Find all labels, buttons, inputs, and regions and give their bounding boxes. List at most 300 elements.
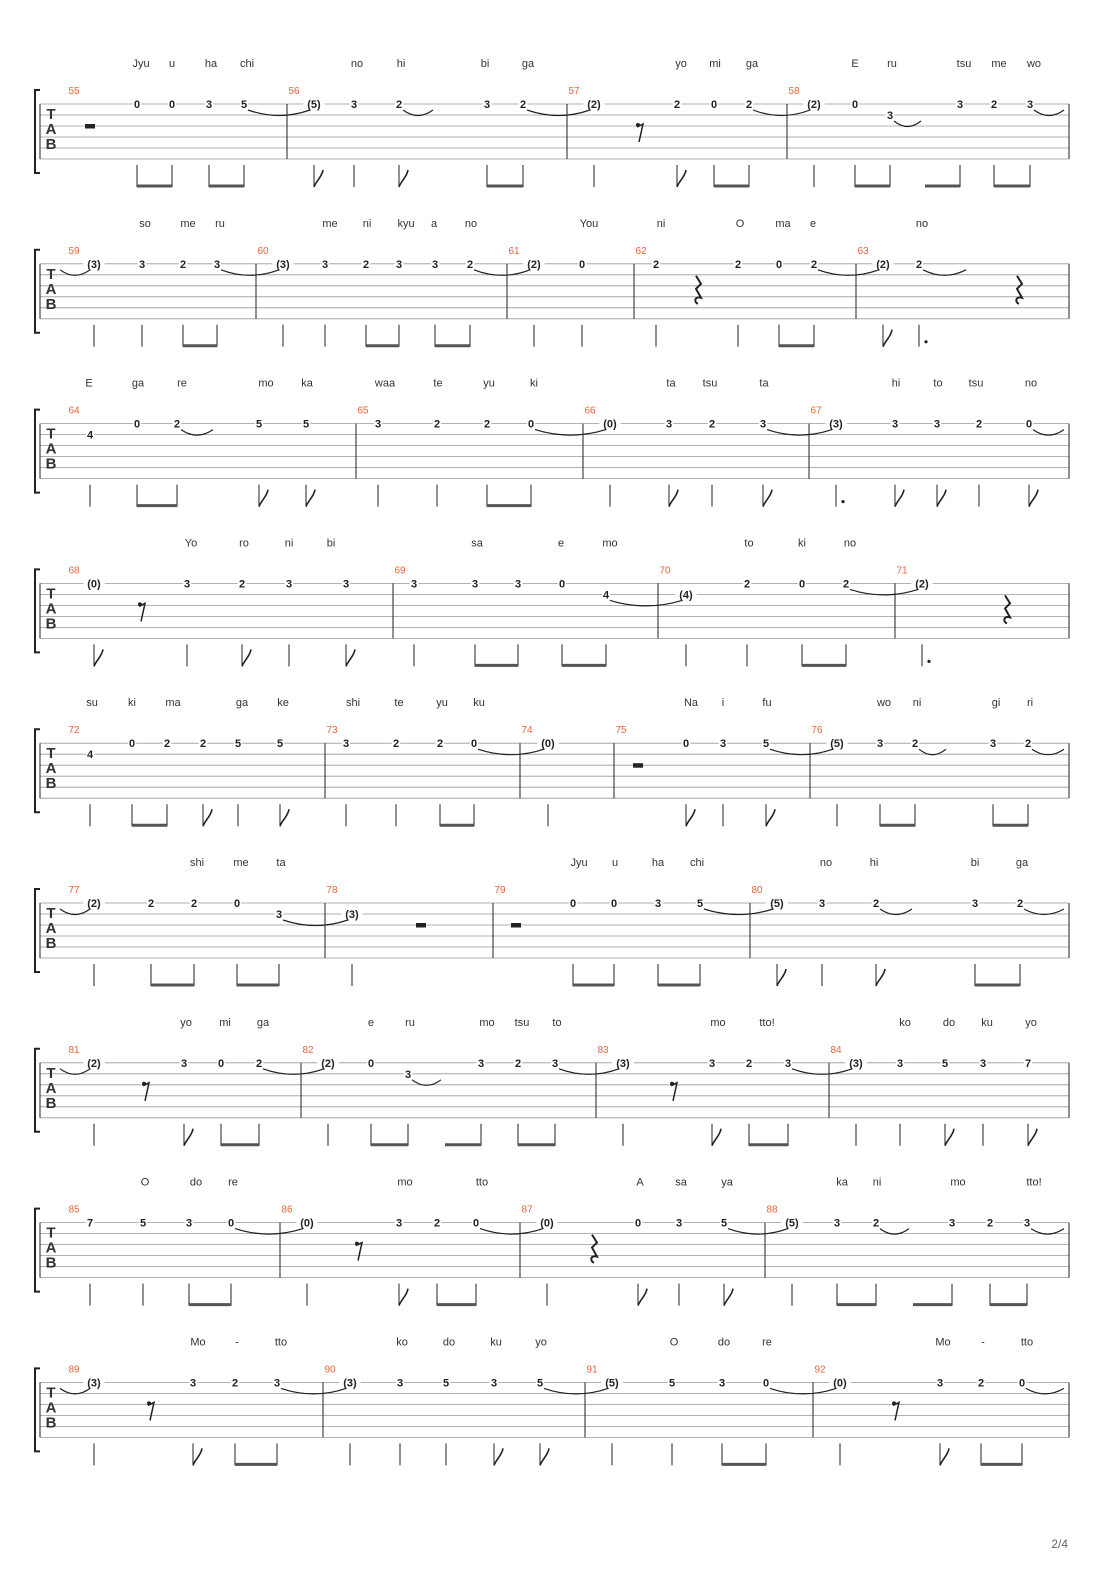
fret-number: 2 (734, 258, 742, 271)
lyric-syllable: bi (326, 537, 336, 550)
duration-dot (841, 500, 844, 503)
fret-number: 2 (147, 898, 155, 910)
lyric-syllable: tsu (514, 1016, 530, 1029)
tab-clef-letter: A (45, 920, 57, 937)
lyric-syllable: sa (471, 537, 483, 550)
lyric-syllable: su (86, 697, 98, 710)
fret-number: 3 (342, 578, 350, 591)
system-bracket (35, 1368, 40, 1451)
lyric-syllable: mo (710, 1016, 726, 1029)
fret-number: 2 (745, 99, 753, 111)
fret-number: (4) (679, 589, 693, 602)
system-bracket (35, 1209, 40, 1292)
lyric-syllable: no (350, 58, 364, 70)
staff-system (35, 218, 1069, 347)
measure-number: 57 (568, 86, 580, 97)
lyric-syllable: fu (762, 697, 772, 710)
fret-number: 3 (483, 99, 491, 111)
page-number: 2/4 (1051, 1537, 1068, 1551)
lyric-syllable: mo (397, 1176, 413, 1189)
lyric-syllable: waa (374, 377, 396, 390)
fret-number: 2 (173, 418, 181, 431)
lyric-syllable: ki (128, 697, 136, 710)
eighth-flag (540, 1448, 549, 1465)
lyric-syllable: ru (887, 58, 897, 70)
lyric-syllable: hi (869, 857, 879, 869)
lyric-syllable: re (177, 377, 187, 390)
lyric-syllable: - (981, 1336, 985, 1349)
fret-number: 0 (227, 1217, 235, 1230)
fret-number: 2 (673, 99, 681, 111)
measure-number: 76 (811, 725, 823, 737)
lyric-syllable: ru (215, 217, 225, 230)
eighth-flag (895, 490, 904, 507)
lyric-syllable: to (552, 1016, 562, 1029)
staff-system (35, 378, 1069, 507)
tab-clef-letter: B (45, 935, 57, 952)
fret-number: 3 (477, 1057, 485, 1070)
fret-number: 3 (205, 99, 213, 111)
lyric-syllable: e (367, 1016, 375, 1029)
lyric-syllable: wo (1026, 58, 1042, 70)
lyric-syllable: ni (872, 1176, 882, 1189)
lyric-syllable: ga (521, 58, 535, 70)
fret-number: (0) (833, 1377, 847, 1390)
fret-number: 3 (1023, 1217, 1031, 1230)
fret-number: 0 (610, 898, 618, 910)
lyric-syllable: kyu (397, 217, 415, 230)
fret-number: 0 (1025, 418, 1033, 431)
lyric-syllable: tsu (956, 58, 972, 70)
lyric-syllable: yo (1025, 1016, 1037, 1029)
lyric-syllable: Mo (935, 1336, 951, 1349)
measure-number: 78 (326, 885, 338, 896)
lyric-syllable: mi (709, 58, 721, 70)
system-bracket (35, 729, 40, 812)
fret-number: 2 (915, 258, 923, 271)
eighth-flag (677, 170, 686, 187)
fret-number: 0 (470, 738, 478, 751)
eighth-flag (777, 969, 786, 986)
eighth-flag (876, 969, 885, 986)
measure-number: 64 (68, 405, 80, 417)
fret-number: 2 (163, 738, 171, 751)
fret-number: 3 (471, 578, 479, 591)
fret-number: 0 (710, 99, 718, 111)
fret-number: 5 (234, 738, 242, 751)
measure-number: 62 (635, 245, 647, 257)
fret-number: (0) (300, 1217, 314, 1230)
measure-number: 73 (326, 725, 338, 737)
lyric-syllable: ru (405, 1016, 415, 1029)
eighth-flag (1029, 490, 1038, 507)
eighth-rest (893, 1402, 899, 1420)
lyric-syllable: ni (912, 697, 922, 710)
measure-number: 80 (751, 885, 763, 896)
fret-number: 3 (956, 99, 964, 111)
measure-number: 58 (788, 86, 800, 97)
eighth-flag (346, 649, 355, 666)
fret-number: 5 (255, 418, 263, 431)
fret-number: (5) (830, 738, 844, 751)
fret-number: 3 (971, 898, 979, 910)
staff-system (35, 697, 1069, 826)
lyric-syllable: gi (991, 697, 1001, 710)
lyric-syllable: ka (836, 1176, 848, 1189)
fret-number: 3 (989, 738, 997, 751)
fret-number: 3 (886, 110, 894, 122)
fret-number: 2 (911, 738, 919, 751)
fret-number: 2 (810, 258, 818, 271)
lyric-syllable: wo (876, 697, 892, 710)
fret-number: 0 (217, 1057, 225, 1070)
fret-number: 3 (948, 1217, 956, 1230)
measure-number: 90 (324, 1364, 336, 1376)
eighth-flag (766, 809, 775, 826)
lyric-syllable: u (611, 857, 619, 869)
fret-number: 2 (190, 898, 198, 910)
fret-number: 3 (551, 1057, 559, 1070)
tab-clef-letter: T (46, 1384, 56, 1402)
fret-number: 3 (396, 1377, 404, 1390)
lyric-syllable: tsu (702, 377, 718, 390)
measure-number: 66 (584, 405, 596, 417)
fret-number: 2 (483, 418, 491, 431)
fret-number: (2) (321, 1057, 335, 1070)
fret-number: 3 (285, 578, 293, 591)
fret-number: 2 (842, 578, 850, 591)
tab-clef-letter: T (46, 585, 56, 603)
fret-number: (3) (343, 1377, 357, 1390)
lyric-syllable: i (721, 697, 725, 710)
measure-number: 92 (814, 1364, 826, 1376)
lyric-syllable: Yo (184, 537, 198, 550)
lyric-syllable: ta (276, 857, 286, 869)
lyric-syllable: Na (683, 697, 699, 710)
lyric-syllable: ha (204, 58, 218, 70)
quarter-rest (1016, 276, 1022, 304)
lyric-syllable: e (557, 537, 565, 550)
fret-number: 5 (442, 1377, 450, 1390)
measure-number: 75 (615, 725, 627, 737)
lyric-syllable: Jyu (132, 58, 150, 70)
lyric-syllable: ke (277, 697, 289, 710)
fret-number: 3 (759, 418, 767, 431)
fret-number: (5) (605, 1377, 619, 1390)
eighth-flag (280, 809, 289, 826)
staff-system (35, 857, 1069, 986)
lyric-syllable: mo (950, 1176, 966, 1189)
fret-number: 3 (431, 258, 439, 271)
fret-number: (2) (87, 898, 101, 910)
lyric-syllable: ku (473, 697, 485, 710)
measure-number: 63 (857, 245, 869, 257)
tab-clef-letter: T (46, 1224, 56, 1242)
lyric-syllable: mo (258, 377, 274, 390)
lyric-syllable: chi (239, 58, 255, 70)
measure-number: 67 (810, 405, 822, 417)
eighth-flag (724, 1289, 733, 1306)
fret-number: (3) (345, 909, 359, 921)
quarter-rest (591, 1235, 597, 1263)
eighth-flag (399, 1289, 408, 1306)
fret-number: 0 (133, 99, 141, 111)
fret-number: (2) (876, 258, 890, 271)
lyric-syllable: to (744, 537, 754, 550)
fret-number: 0 (133, 418, 141, 431)
fret-number: 3 (876, 738, 884, 751)
lyric-syllable: shi (189, 857, 205, 869)
fret-number: 4 (86, 749, 94, 762)
fret-number: 2 (1024, 738, 1032, 751)
system-bracket (35, 90, 40, 173)
system-bracket (35, 250, 40, 333)
tab-clef-letter: B (45, 1414, 57, 1432)
fret-number: 3 (350, 99, 358, 111)
half-rest (511, 923, 521, 928)
eighth-flag (203, 809, 212, 826)
lyric-syllable: ki (530, 377, 538, 390)
lyric-syllable: ha (651, 857, 665, 869)
eighth-flag (686, 809, 695, 826)
measure-number: 72 (68, 725, 80, 737)
fret-number: 0 (775, 258, 783, 271)
lyric-syllable: tsu (968, 377, 984, 390)
eighth-flag (314, 170, 323, 187)
lyric-syllable: ni (656, 217, 666, 230)
tab-clef-letter: T (46, 265, 56, 283)
system-bracket (35, 569, 40, 652)
staff-system (35, 537, 1069, 666)
fret-number: 2 (975, 418, 983, 431)
tab-clef-letter: A (45, 1239, 57, 1257)
lyric-syllable: ta (759, 377, 769, 390)
lyric-syllable: A (636, 1176, 644, 1189)
fret-number: (2) (527, 258, 541, 271)
lyric-syllable: e (809, 217, 817, 230)
measure-number: 85 (68, 1204, 80, 1216)
fret-number: 3 (321, 258, 329, 271)
eighth-rest (139, 603, 145, 621)
lyric-syllable: tto! (1026, 1176, 1042, 1189)
staff-system (35, 1177, 1069, 1306)
fret-number: 2 (743, 578, 751, 591)
fret-number: 2 (652, 258, 660, 271)
lyric-syllable: re (762, 1336, 772, 1349)
fret-number: 2 (179, 258, 187, 271)
lyric-syllable: Jyu (570, 857, 588, 869)
lyric-syllable: hi (891, 377, 901, 390)
fret-number: 2 (990, 99, 998, 111)
fret-number: (2) (87, 1057, 101, 1070)
tab-clef-letter: B (45, 455, 57, 473)
fret-number: 5 (668, 1377, 676, 1390)
tab-clef-letter: B (45, 615, 57, 633)
staff-system (35, 1336, 1069, 1465)
lyric-syllable: ki (798, 537, 806, 550)
tab-clef-letter: T (46, 905, 56, 922)
lyric-syllable: tto (274, 1336, 288, 1349)
fret-number: 5 (276, 738, 284, 751)
measure-number: 91 (586, 1364, 598, 1376)
fret-number: 3 (189, 1377, 197, 1390)
fret-number: 2 (199, 738, 207, 751)
system-bracket (35, 889, 40, 972)
lyric-syllable: do (942, 1016, 956, 1029)
fret-number: 2 (466, 258, 474, 271)
lyric-syllable: yo (535, 1336, 547, 1349)
lyric-syllable: ni (284, 537, 294, 550)
fret-number: 5 (536, 1377, 544, 1390)
lyric-syllable: ga (235, 697, 249, 710)
fret-number: 0 (798, 578, 806, 591)
tab-clef-letter: A (45, 1079, 57, 1097)
measure-number: 55 (68, 86, 80, 97)
fret-number: (3) (849, 1057, 863, 1070)
tab-clef-letter: A (45, 121, 57, 138)
fret-number: 2 (395, 99, 403, 111)
measure-number: 88 (766, 1204, 778, 1216)
fret-number: 3 (718, 1377, 726, 1390)
fret-number: (2) (915, 578, 929, 591)
tab-clef-letter: B (45, 775, 57, 793)
quarter-rest (695, 276, 701, 304)
fret-number: 3 (490, 1377, 498, 1390)
duration-dot (927, 660, 930, 663)
tab-clef-letter: B (45, 136, 57, 153)
fret-number: 2 (986, 1217, 994, 1230)
lyric-syllable: so (139, 217, 151, 230)
fret-number: 0 (168, 99, 176, 111)
fret-number: 7 (1024, 1057, 1032, 1070)
half-rest (85, 124, 95, 129)
lyric-syllable: tto! (759, 1016, 775, 1029)
fret-number: 5 (139, 1217, 147, 1230)
fret-number: 3 (138, 258, 146, 271)
lyric-syllable: mo (602, 537, 618, 550)
lyric-syllable: to (933, 377, 943, 390)
lyric-syllable: ku (490, 1336, 502, 1349)
lyric-syllable: re (228, 1176, 238, 1189)
measure-number: 70 (659, 565, 671, 577)
tab-clef-letter: A (45, 440, 57, 458)
eighth-rest (356, 1243, 362, 1261)
fret-number: 0 (762, 1377, 770, 1390)
fret-number: 7 (86, 1217, 94, 1230)
eighth-flag (669, 490, 678, 507)
fret-number: (3) (87, 1377, 101, 1390)
fret-number: 5 (720, 1217, 728, 1230)
staff-system (35, 58, 1069, 187)
tab-clef-letter: T (46, 425, 56, 443)
measure-number: 59 (68, 245, 80, 257)
fret-number: (0) (87, 578, 101, 591)
fret-number: 2 (362, 258, 370, 271)
lyric-syllable: mi (219, 1016, 231, 1029)
tab-clef-letter: B (45, 1094, 57, 1112)
lyric-syllable: no (464, 217, 478, 230)
measure-number: 71 (896, 565, 908, 577)
fret-number: 5 (696, 898, 704, 910)
eighth-flag (399, 170, 408, 187)
measure-number: 79 (494, 885, 506, 896)
eighth-rest (143, 1083, 149, 1101)
fret-number: 5 (302, 418, 310, 431)
fret-number: 3 (936, 1377, 944, 1390)
measure-number: 77 (68, 885, 80, 896)
lyric-syllable: ro (239, 537, 249, 550)
lyric-syllable: me (180, 217, 196, 230)
measure-number: 87 (521, 1204, 533, 1216)
fret-number: (5) (307, 99, 321, 111)
lyric-syllable: E (851, 58, 859, 70)
eighth-flag (184, 1129, 193, 1146)
tab-clef-letter: A (45, 600, 57, 618)
system-bracket (35, 410, 40, 493)
duration-dot (924, 340, 927, 343)
fret-number: 2 (238, 578, 246, 591)
quarter-rest (1004, 595, 1010, 623)
eighth-flag (638, 1289, 647, 1306)
lyric-syllable: O (669, 1336, 679, 1349)
fret-number: 5 (941, 1057, 949, 1070)
fret-number: 3 (273, 1377, 281, 1390)
tab-clef-letter: T (46, 1064, 56, 1082)
lyric-syllable: no (915, 217, 929, 230)
lyric-syllable: ko (899, 1016, 911, 1029)
lyric-syllable: chi (689, 857, 705, 869)
fret-number: 3 (818, 898, 826, 910)
measure-number: 74 (521, 725, 533, 737)
fret-number: 3 (185, 1217, 193, 1230)
lyric-syllable: ni (362, 217, 372, 230)
fret-number: (3) (829, 418, 843, 431)
fret-number: 3 (979, 1057, 987, 1070)
measure-number: 69 (394, 565, 406, 577)
fret-number: 2 (872, 1217, 880, 1230)
measure-number: 68 (68, 565, 80, 577)
eighth-rest (671, 1083, 677, 1101)
lyric-syllable: ka (301, 377, 313, 390)
lyric-syllable: me (991, 58, 1007, 70)
lyric-syllable: ga (131, 377, 145, 390)
lyric-syllable: ku (981, 1016, 993, 1029)
lyric-syllable: You (579, 217, 599, 230)
fret-number: 3 (395, 258, 403, 271)
fret-number: 3 (1026, 99, 1034, 111)
fret-number: 0 (682, 738, 690, 751)
measure-number: 84 (830, 1044, 842, 1056)
fret-number: (0) (541, 738, 555, 751)
fret-number: 3 (180, 1057, 188, 1070)
measure-number: 83 (597, 1044, 609, 1056)
eighth-flag (306, 490, 315, 507)
eighth-flag (883, 330, 892, 347)
fret-number: (3) (87, 258, 101, 271)
tab-clef-letter: A (45, 280, 57, 298)
lyric-syllable: ma (775, 217, 791, 230)
lyric-syllable: u (168, 58, 176, 70)
fret-number: 2 (872, 898, 880, 910)
measure-number: 82 (302, 1044, 314, 1056)
eighth-flag (259, 490, 268, 507)
fret-number: 5 (240, 99, 248, 111)
lyric-syllable: ga (745, 58, 759, 70)
fret-number: 3 (342, 738, 350, 751)
lyric-syllable: - (235, 1336, 239, 1349)
lyric-syllable: ma (165, 697, 181, 710)
lyric-syllable: shi (345, 697, 361, 710)
